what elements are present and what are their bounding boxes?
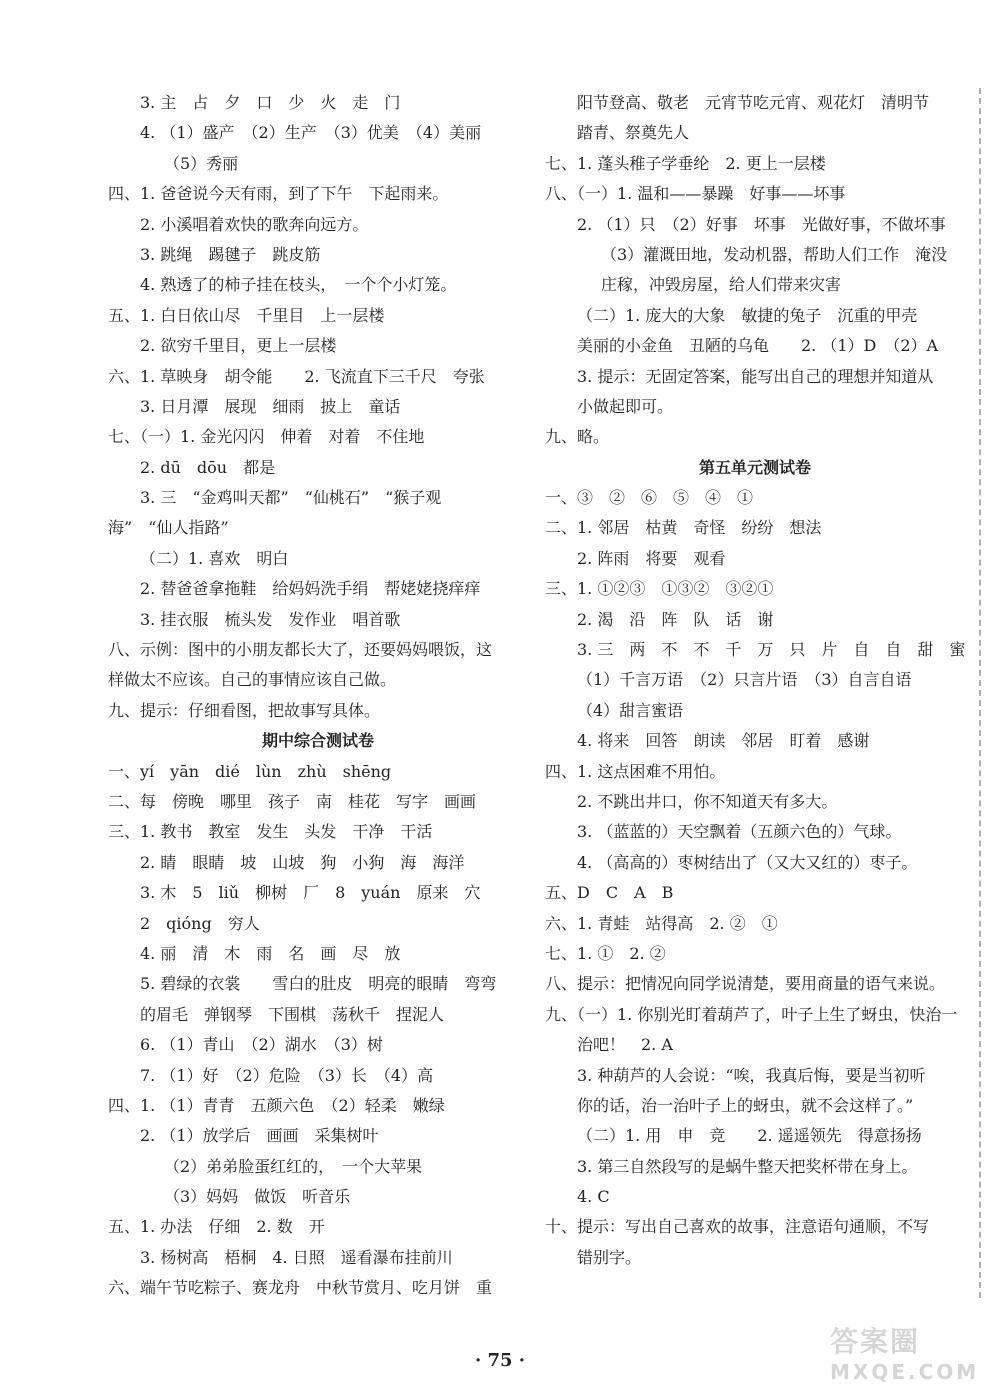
answer-line: 九、提示：仔细看图，把故事写具体。 (108, 700, 381, 720)
answer-line: 十、提示：写出自己喜欢的故事，注意语句通顺，不写 (545, 1217, 930, 1237)
answer-line: 八、示例：图中的小朋友都长大了，还要妈妈喂饭，这 (108, 640, 493, 660)
right-answer-column (545, 88, 965, 1273)
answer-line: （4）甜言蜜语 (577, 700, 684, 720)
answer-line: 四、1. 爸爸说今天有雨，到了下午 下起雨来。 (108, 184, 449, 204)
answer-line: 2. 渴 沿 阵 队 话 谢 (577, 609, 774, 629)
watermark-logo (830, 1320, 980, 1390)
answer-line: 2. 小溪唱着欢快的歌奔向远方。 (140, 214, 369, 234)
answer-line: （二）1. 用 申 竞 2. 遥遥领先 得意扬扬 (577, 1126, 922, 1146)
answer-line: 八、提示：把情况向同学说清楚，要用商量的语气来说。 (545, 974, 946, 994)
watermark-text-bottom: MXQE.COM (830, 1360, 980, 1384)
answer-line: 阳节登高、敬老 元宵节吃元宵、观花灯 清明节 (577, 93, 930, 112)
answer-line: 你的话，治一治叶子上的蚜虫，就不会这样了。” (577, 1095, 914, 1115)
answer-line: 3. 主 占 夕 口 少 火 走 门 (140, 93, 401, 112)
answer-line: 庄稼，冲毁房屋，给人们带来灾害 (601, 275, 842, 295)
answer-line: 小做起即可。 (577, 396, 674, 416)
answer-line: 4. 熟透了的柿子挂在枝头， 一个个小灯笼。 (140, 275, 457, 295)
answer-line: （5）秀丽 (164, 153, 239, 173)
answer-line: 3. 日月潭 展现 细雨 披上 童话 (140, 396, 401, 416)
answer-line: 4. 丽 清 木 雨 名 画 尽 放 (140, 943, 401, 963)
answer-line: 八、（一）1. 温和——暴躁 好事——坏事 (545, 184, 846, 204)
answer-line: 7. （1）好 （2）危险 （3）长 （4）高 (140, 1065, 434, 1085)
answer-line: 2. （1）只 （2）好事 坏事 光做好事，不做坏事 (577, 214, 946, 234)
answer-line: 四、1. 这点困难不用怕。 (545, 761, 726, 781)
answer-line: 4. C (577, 1187, 610, 1207)
answer-line: 3. 跳绳 踢毽子 跳皮筋 (140, 244, 321, 264)
answer-line: 三、1. 教书 教室 发生 头发 干净 干活 (108, 822, 433, 842)
answer-line: 2. （1）放学后 画画 采集树叶 (140, 1126, 379, 1146)
answer-line: 2. 不跳出井口，你不知道天有多大。 (577, 791, 838, 811)
cut-line-divider (979, 88, 981, 1298)
answer-line: 3. 种葫芦的人会说：“唉，我真后悔，要是当初听 (577, 1065, 926, 1085)
answer-line: 3. 杨树高 梧桐 4. 日照 遥看瀑布挂前川 (140, 1247, 453, 1267)
answer-line: 七、1. 蓬头稚子学垂纶 2. 更上一层楼 (545, 153, 826, 173)
answer-line: （二）1. 庞大的大象 敏捷的兔子 沉重的甲壳 (577, 305, 918, 325)
answer-line: 美丽的小金鱼 丑陋的乌龟 2. （1）D （2）A (577, 336, 939, 356)
answer-line: 七、（一）1. 金光闪闪 伸着 对着 不住地 (108, 427, 425, 447)
answer-line: 五、1. 白日依山尽 千里目 上一层楼 (108, 305, 385, 325)
answer-line: 2. 欲穷千里目，更上一层楼 (140, 336, 337, 356)
answer-line: （3）妈妈 做饭 听音乐 (164, 1187, 351, 1207)
answer-line: 2 qióng 穷人 (140, 913, 260, 933)
answer-line: （1）千言万语 （2）只言片语 （3）自言自语 (577, 670, 912, 690)
answer-line: 海” “仙人指路” (108, 518, 229, 538)
answer-line: 四、1. （1）青青 五颜六色 （2）轻柔 嫩绿 (108, 1095, 445, 1115)
answer-line: 五、D C A B (545, 883, 674, 903)
answer-line: 三、1. ①②③ ①③② ③②① (545, 579, 774, 599)
answer-line: 4. （1）盛产 （2）生产 （3）优美 （4）美丽 (140, 123, 482, 143)
answer-line: 踏青、祭奠先人 (577, 123, 690, 143)
answer-line: 样做太不应该。自己的事情应该自己做。 (108, 670, 397, 690)
answer-line: 一、yí yān dié lùn zhù shēng (108, 761, 392, 781)
answer-line: 4. （高高的）枣树结出了（又大又红的）枣子。 (577, 852, 918, 872)
answer-line: 九、（一）1. 你别光盯着葫芦了，叶子上生了蚜虫，快治一 (545, 1004, 958, 1024)
section-heading: 第五单元测试卷 (698, 457, 811, 477)
answer-line: 3. 挂衣服 梳头发 发作业 唱首歌 (140, 609, 401, 629)
answer-line: 一、③ ② ⑥ ⑤ ④ ① (545, 488, 754, 508)
answer-line: 2. 睛 眼睛 坡 山坡 狗 小狗 海 海洋 (140, 852, 465, 872)
answer-line: 5. 碧绿的衣裳 雪白的肚皮 明亮的眼睛 弯弯 (140, 974, 497, 994)
answer-line: 3. 三 两 不 不 千 万 只 片 自 自 甜 蜜 (577, 640, 965, 660)
answer-line: 2. 阵雨 将要 观看 (577, 548, 726, 568)
answer-line: 六、1. 草映身 胡令能 2. 飞流直下三千尺 夸张 (108, 366, 485, 386)
answer-line: 3. 木 5 liǔ 柳树 厂 8 yuán 原来 穴 (140, 883, 481, 903)
answer-line: 2. 替爸爸拿拖鞋 给妈妈洗手绢 帮姥姥挠痒痒 (140, 579, 481, 599)
answer-line: （3）灌溉田地，发动机器，帮助人们工作 淹没 (601, 244, 948, 264)
section-heading: 期中综合测试卷 (261, 731, 374, 751)
answer-line: 七、1. ① 2. ② (545, 943, 666, 963)
left-answer-column (108, 88, 528, 1304)
answer-line: （二）1. 喜欢 明白 (140, 548, 289, 568)
answer-line: 二、1. 邻居 枯黄 奇怪 纷纷 想法 (545, 518, 822, 538)
answer-line: 3. （蓝蓝的）天空飘着（五颜六色的）气球。 (577, 822, 902, 842)
answer-line: 治吧！ 2. A (577, 1035, 673, 1055)
answer-line: 的眉毛 弹钢琴 下围棋 荡秋千 捏泥人 (140, 1004, 445, 1024)
answer-line: 九、略。 (545, 427, 610, 447)
answer-line: 3. 第三自然段写的是蜗牛整天把奖杯带在身上。 (577, 1156, 918, 1176)
watermark-text-top: 答案圈 (830, 1325, 921, 1358)
answer-line: （2）弟弟脸蛋红红的， 一个大苹果 (164, 1156, 423, 1176)
answer-line: 五、1. 办法 仔细 2. 数 开 (108, 1217, 325, 1237)
answer-line: 2. dū dōu 都是 (140, 457, 276, 477)
answer-line: 六、1. 青蛙 站得高 2. ② ① (545, 913, 778, 933)
answer-line: 6. （1）青山 （2）湖水 （3）树 (140, 1035, 383, 1055)
answer-line: 4. 将来 回答 朗读 邻居 盯着 感谢 (577, 731, 870, 751)
answer-line: 3. 三 “金鸡叫天都” “仙桃石” “猴子观 (140, 488, 442, 508)
answer-line: 错别字。 (577, 1247, 642, 1267)
page-number: · 75 · (474, 1350, 526, 1371)
answer-line: 六、端午节吃粽子、赛龙舟 中秋节赏月、吃月饼 重 (108, 1278, 493, 1298)
answer-line: 二、每 傍晚 哪里 孩子 南 桂花 写字 画画 (108, 791, 477, 811)
answer-line: 3. 提示：无固定答案，能写出自己的理想并知道从 (577, 366, 934, 386)
